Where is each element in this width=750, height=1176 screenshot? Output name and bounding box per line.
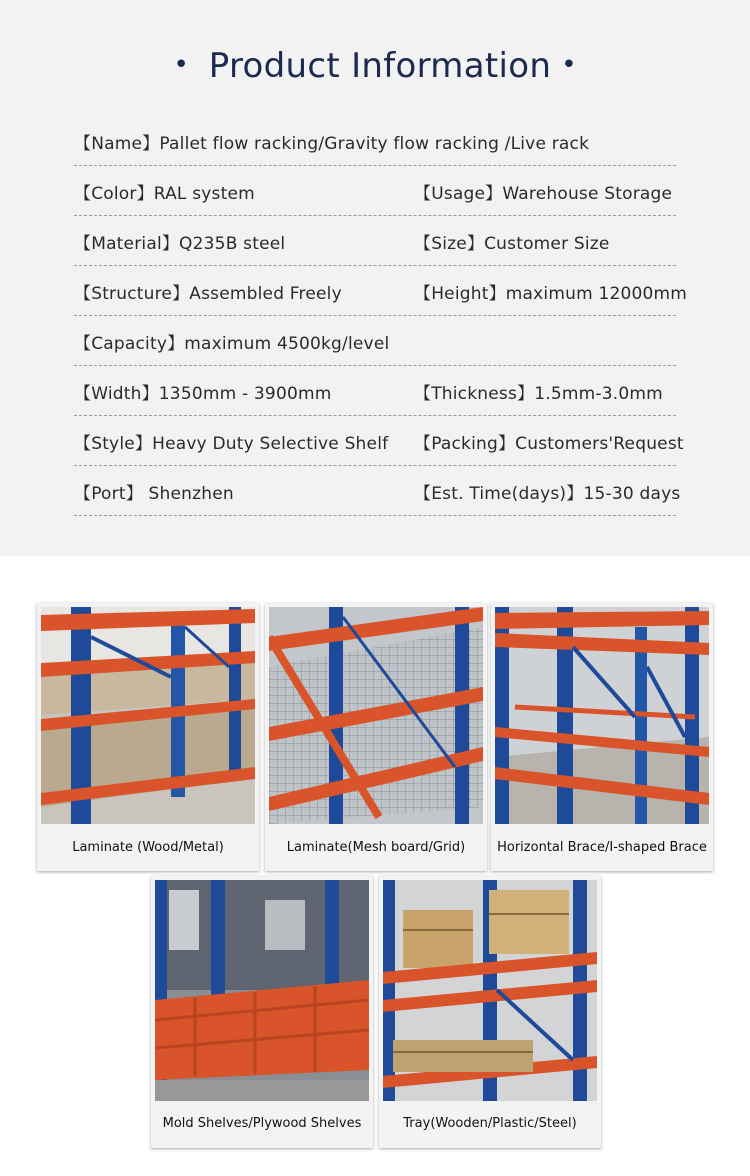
gallery-card-tray[interactable] xyxy=(379,876,601,1148)
spec-capacity: 【Capacity】maximum 4500kg/level xyxy=(74,334,390,354)
spec-thickness: 【Thickness】1.5mm-3.0mm xyxy=(414,384,663,404)
spec-material: 【Material】Q235B steel xyxy=(74,234,286,254)
spec-color: 【Color】RAL system xyxy=(74,184,255,204)
gallery-caption: Horizontal Brace/I-shaped Brace xyxy=(497,840,707,855)
horizontal-brace-photo xyxy=(495,607,709,824)
spec-row xyxy=(74,416,684,466)
spec-table xyxy=(74,116,688,516)
spec-packing: 【Packing】Customers'Request xyxy=(414,434,684,454)
laminate-wood-photo xyxy=(41,607,255,824)
gallery-caption: Laminate (Wood/Metal) xyxy=(72,840,224,855)
spec-row xyxy=(74,366,676,416)
spec-est-time: 【Est. Time(days)】15-30 days xyxy=(414,484,681,504)
spec-style: 【Style】Heavy Duty Selective Shelf xyxy=(74,434,389,454)
tray-photo xyxy=(383,880,597,1101)
mold-shelves-photo xyxy=(155,880,369,1101)
gallery-card-horizontal-brace[interactable] xyxy=(491,603,713,871)
bullet-dot-icon: • xyxy=(173,50,189,80)
spec-row xyxy=(74,116,676,166)
spec-usage: 【Usage】Warehouse Storage xyxy=(414,184,673,204)
spec-port: 【Port】 Shenzhen xyxy=(74,484,234,504)
mesh-grid-photo xyxy=(269,607,483,824)
spec-height: 【Height】maximum 12000mm xyxy=(414,284,688,304)
gallery-caption: Mold Shelves/Plywood Shelves xyxy=(162,1116,362,1131)
gallery-card-mesh-grid[interactable] xyxy=(265,603,487,871)
spec-row xyxy=(74,216,676,266)
page-title: Product Information xyxy=(208,46,552,86)
gallery-card-laminate-wood-metal[interactable] xyxy=(37,603,259,871)
gallery-caption: Tray(Wooden/Plastic/Steel) xyxy=(403,1116,577,1131)
spec-name: 【Name】Pallet flow racking/Gravity flow racking /Live rack xyxy=(74,134,590,154)
section-title xyxy=(0,46,750,92)
spec-row xyxy=(74,316,676,366)
accessory-gallery xyxy=(0,556,750,1176)
product-info-section xyxy=(0,0,750,556)
spec-row xyxy=(74,266,688,316)
spec-row xyxy=(74,166,676,216)
gallery-caption: Laminate(Mesh board/Grid) xyxy=(286,840,466,855)
spec-size: 【Size】Customer Size xyxy=(414,234,610,254)
spec-row xyxy=(74,466,681,516)
bullet-dot-icon: • xyxy=(561,50,577,80)
spec-width: 【Width】1350mm - 3900mm xyxy=(74,384,332,404)
gallery-card-mold-shelves[interactable] xyxy=(151,876,373,1148)
spec-structure: 【Structure】Assembled Freely xyxy=(74,284,342,304)
